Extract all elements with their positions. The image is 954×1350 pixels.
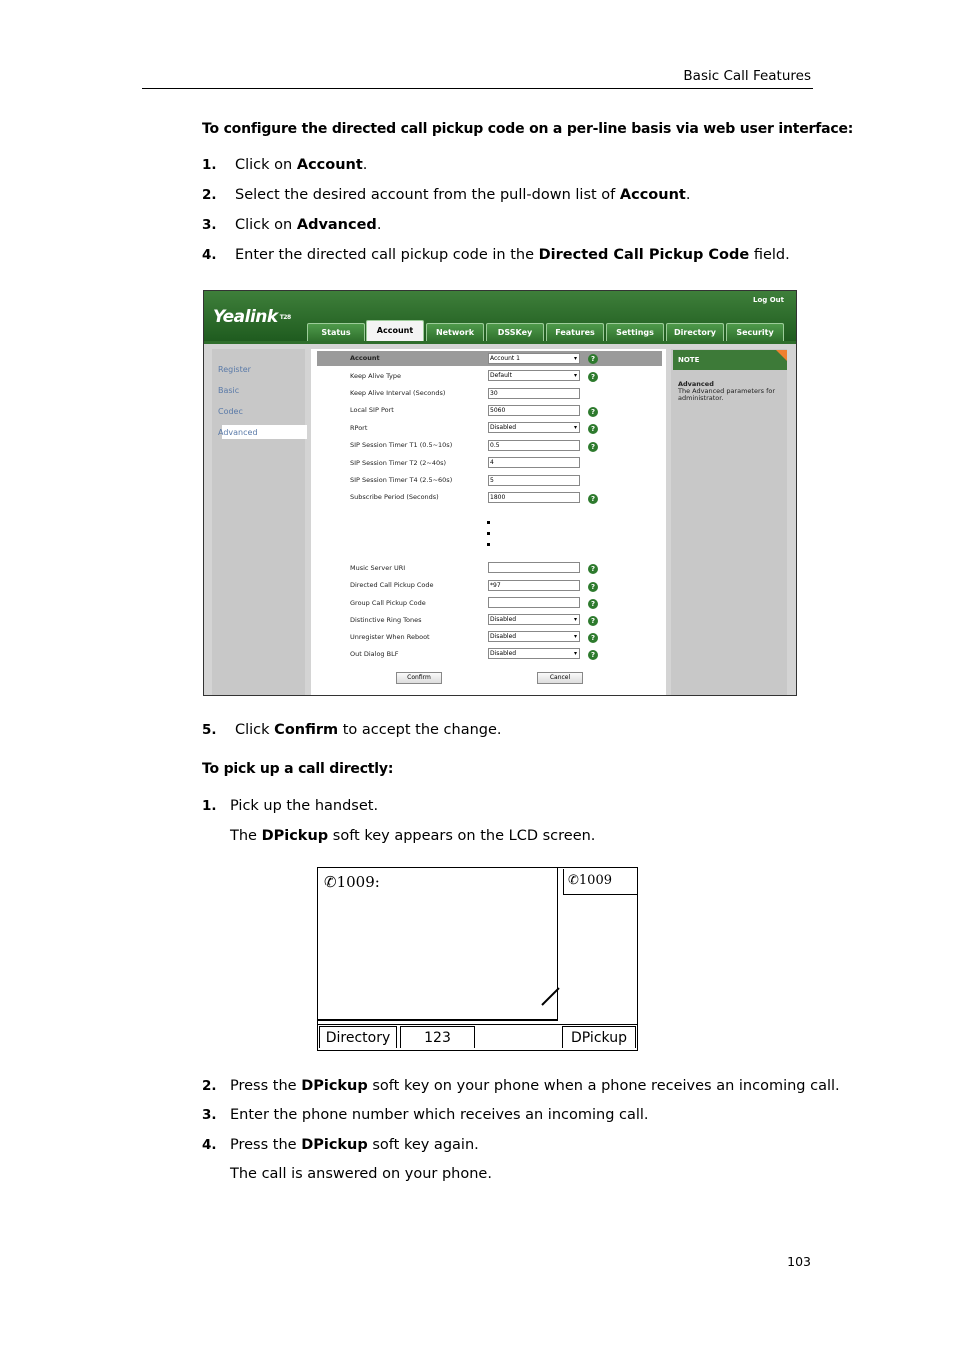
step-bold: DPickup	[301, 1078, 368, 1094]
help-icon[interactable]: ?	[588, 599, 598, 609]
step-text: Click on	[235, 157, 297, 173]
field-label: Music Server URI	[350, 564, 406, 572]
field-label: Local SIP Port	[350, 406, 394, 414]
logo-text: Yealink	[213, 307, 278, 327]
directed-call-pickup-code-input[interactable]: *97	[488, 580, 580, 591]
model-text: T28	[279, 313, 291, 321]
help-icon[interactable]: ?	[588, 650, 598, 660]
help-icon[interactable]: ?	[588, 442, 598, 452]
running-header: Basic Call Features	[683, 68, 811, 84]
section-heading-configure: To configure the directed call pickup code on a per-line basis via web user interface:	[202, 121, 854, 137]
cancel-button[interactable]: Cancel	[537, 672, 583, 684]
sub-text-end: soft key appears on the LCD screen.	[328, 828, 596, 844]
step-1	[202, 157, 367, 173]
subscribe-period-input[interactable]: 1800	[488, 492, 580, 503]
tab-network[interactable]: Network	[426, 323, 484, 342]
keep-alive-type-select[interactable]: Default ▾	[488, 370, 580, 381]
sip-timer-t4-input[interactable]: 5	[488, 475, 580, 486]
step-text-end: soft key again.	[367, 1137, 479, 1153]
pickup-step-2	[202, 1078, 840, 1094]
step-3	[202, 217, 381, 233]
pickup-step-3	[202, 1107, 649, 1123]
ellipsis-dot	[487, 521, 490, 524]
account-label: Account	[350, 354, 380, 362]
confirm-button[interactable]: Confirm	[396, 672, 442, 684]
help-icon[interactable]: ?	[588, 616, 598, 626]
step-text-end: soft key on your phone when a phone receives an incoming call.	[367, 1078, 840, 1094]
step-bold: Confirm	[274, 722, 339, 738]
step-4	[202, 247, 790, 263]
note-heading: Advanced	[678, 380, 714, 388]
phone-icon: ✆	[568, 873, 579, 888]
softkey-dpickup[interactable]: DPickup	[562, 1026, 636, 1048]
field-label: Unregister When Reboot	[350, 633, 430, 641]
step-number: 3.	[202, 217, 217, 233]
left-nav	[212, 349, 305, 695]
nav-item-advanced[interactable]: Advanced	[218, 428, 258, 437]
note-body: The Advanced parameters for administrator.	[678, 387, 776, 402]
field-label: Group Call Pickup Code	[350, 599, 426, 607]
sip-timer-t2-input[interactable]: 4	[488, 457, 580, 468]
pickup-substep-1	[230, 828, 595, 844]
field-label: Out Dialog BLF	[350, 650, 399, 658]
help-icon[interactable]: ?	[588, 354, 598, 364]
step-bold: Account	[619, 187, 686, 203]
step-number: 4.	[202, 1137, 217, 1153]
pickup-substep-4: The call is answered on your phone.	[230, 1166, 492, 1182]
lcd-title	[324, 873, 380, 891]
lcd-line-text: 1009	[578, 873, 612, 888]
sub-text: The	[230, 828, 262, 844]
step-text: Select the desired account from the pull-down list of	[235, 187, 620, 203]
ellipsis-dot	[487, 532, 490, 535]
unregister-when-reboot-select[interactable]: Disabled ▾	[488, 631, 580, 642]
step-text: Enter the phone number which receives an incoming call.	[230, 1107, 649, 1123]
step-text-end: .	[376, 217, 382, 233]
field-label: Keep Alive Type	[350, 372, 402, 380]
tab-underline	[204, 341, 796, 344]
tab-features[interactable]: Features	[546, 323, 604, 342]
step-text: Click	[235, 722, 275, 738]
note-header: NOTE	[673, 350, 787, 370]
tab-directory[interactable]: Directory	[666, 323, 724, 342]
step-number: 5.	[202, 722, 217, 738]
help-icon[interactable]: ?	[588, 372, 598, 382]
keep-alive-interval-input[interactable]: 30	[488, 388, 580, 399]
tab-security[interactable]: Security	[726, 323, 784, 342]
nav-item-register[interactable]: Register	[218, 365, 251, 374]
tab-settings[interactable]: Settings	[606, 323, 664, 342]
step-number: 1.	[202, 157, 217, 173]
field-label: Subscribe Period (Seconds)	[350, 493, 439, 501]
step-text-end: .	[362, 157, 368, 173]
note-corner-icon	[776, 350, 787, 361]
field-label: Directed Call Pickup Code	[350, 581, 434, 589]
step-bold: DPickup	[301, 1137, 368, 1153]
softkey-123[interactable]: 123	[400, 1026, 475, 1048]
softkey-directory[interactable]: Directory	[319, 1026, 397, 1048]
step-text-end: to accept the change.	[338, 722, 502, 738]
step-text: Press the	[230, 1137, 302, 1153]
account-select[interactable]: Account 1 ▾	[488, 353, 580, 364]
phone-icon: ✆	[324, 873, 337, 891]
yealink-logo	[213, 307, 291, 327]
lcd-screen	[317, 867, 638, 1051]
step-text: Enter the directed call pickup code in the	[235, 247, 539, 263]
step-2	[202, 187, 690, 203]
music-server-uri-input[interactable]	[488, 562, 580, 573]
help-icon[interactable]: ?	[588, 494, 598, 504]
field-label: Distinctive Ring Tones	[350, 616, 422, 624]
help-icon[interactable]: ?	[588, 633, 598, 643]
sub-bold: DPickup	[261, 828, 329, 844]
softkey-bar	[318, 1024, 637, 1025]
step-bold: Account	[296, 157, 363, 173]
step-number: 1.	[202, 798, 217, 814]
step-text: Press the	[230, 1078, 302, 1094]
header-rule	[142, 88, 813, 89]
tab-dsskey[interactable]: DSSKey	[486, 323, 544, 342]
step-bold: Directed Call Pickup Code	[538, 247, 750, 263]
step-5	[202, 722, 502, 738]
help-icon[interactable]: ?	[588, 407, 598, 417]
tab-account[interactable]: Account	[366, 320, 424, 344]
rport-select[interactable]: Disabled ▾	[488, 422, 580, 433]
step-text: Click on	[235, 217, 297, 233]
field-label: RPort	[350, 424, 368, 432]
step-number: 2.	[202, 1078, 217, 1094]
help-icon[interactable]: ?	[588, 424, 598, 434]
step-number: 4.	[202, 247, 217, 263]
field-label: SIP Session Timer T1 (0.5~10s)	[350, 441, 453, 449]
logout-link[interactable]: Log Out	[753, 296, 784, 304]
pickup-step-1	[202, 798, 378, 814]
page-number: 103	[787, 1254, 811, 1269]
note-text	[678, 381, 783, 402]
lcd-title-text: 1009:	[336, 873, 380, 891]
step-number: 3.	[202, 1107, 217, 1123]
tab-status[interactable]: Status	[307, 323, 365, 342]
local-sip-port-input[interactable]: 5060	[488, 405, 580, 416]
distinctive-ring-tones-select[interactable]: Disabled ▾	[488, 614, 580, 625]
step-text-end: field.	[749, 247, 790, 263]
ellipsis-dot	[487, 543, 490, 546]
web-ui-screenshot	[203, 290, 797, 696]
nav-item-codec[interactable]: Codec	[218, 407, 243, 416]
help-icon[interactable]: ?	[588, 582, 598, 592]
lcd-line-label	[568, 873, 612, 888]
field-label: SIP Session Timer T2 (2~40s)	[350, 459, 447, 467]
field-label: SIP Session Timer T4 (2.5~60s)	[350, 476, 453, 484]
step-text-end: .	[685, 187, 691, 203]
out-dialog-blf-select[interactable]: Disabled ▾	[488, 648, 580, 659]
pickup-step-4	[202, 1137, 479, 1153]
step-bold: Advanced	[296, 217, 377, 233]
step-number: 2.	[202, 187, 217, 203]
sip-timer-t1-input[interactable]: 0.5	[488, 440, 580, 451]
step-text: Pick up the handset.	[230, 798, 379, 814]
section-heading-pickup: To pick up a call directly:	[202, 761, 394, 777]
group-call-pickup-code-input[interactable]	[488, 597, 580, 608]
field-label: Keep Alive Interval (Seconds)	[350, 389, 446, 397]
nav-item-basic[interactable]: Basic	[218, 386, 240, 395]
help-icon[interactable]: ?	[588, 564, 598, 574]
